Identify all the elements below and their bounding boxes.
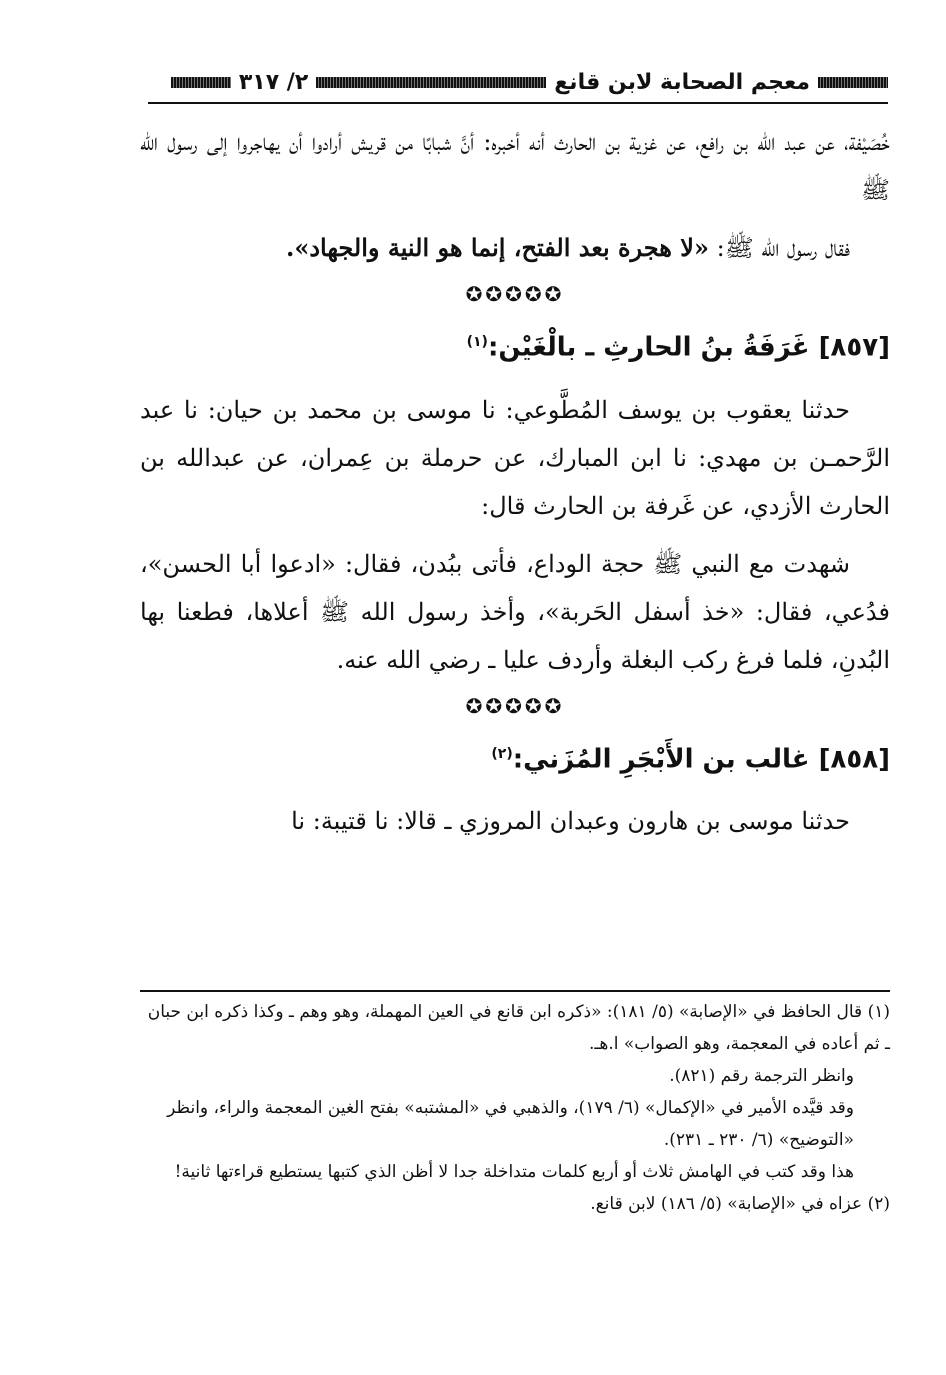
entry-857-matn: شهدت مع النبي ﷺ حجة الوداع، فأتى ببُدن، فقال: «ادعوا أبا الحسن»، فدُعي، فقال: «خذ أسفل الحَربة»، وأخذ رسول الله ﷺ أعلاها، فطعنا بها البُدنِ، فلما فرغ ركب البغلة وأردف عليا ـ رضي الله عنه. (140, 549, 890, 674)
paragraph-hadith (140, 224, 890, 272)
entry-857-title (140, 318, 890, 372)
footnotes (140, 990, 890, 1220)
entry-858-isnad: حدثنا موسى بن هارون وعبدان المروزي ـ قالا: نا قتيبة: نا (291, 807, 850, 836)
footnote-2: (٢) عزاه في «الإصابة» (٥/ ١٨٦) لابن قانع. (590, 1194, 890, 1214)
footnote-ref-1: (١) (466, 334, 488, 350)
running-header (148, 62, 888, 104)
section-divider: ✪✪✪✪✪ (465, 282, 565, 306)
book-title: معجم الصحابة لابن قانع (554, 69, 810, 95)
footnote-1-vocalization: وقد قيَّده الأمير في «الإكمال» (٦/ ١٧٩)، والذهبي في «المشتبه» بفتح الغين المعجمة والراء، وانظر «التوضيح» (٦/ ٢٣٠ ـ ٢٣١). (167, 1098, 854, 1150)
header-bar-left (171, 77, 231, 88)
section-divider: ✪✪✪✪✪ (465, 693, 565, 718)
hadith-quote: «لا هجرة بعد الفتح، إنما هو النية والجهاد». (285, 233, 709, 262)
footnote-1-margin-note: هذا وقد كتب في الهامش ثلاث أو أربع كلمات متداخلة جدا لا أظن الذي كتبها يستطيع قراءتها ثانية! (174, 1162, 854, 1182)
footnote-1-see-also: وانظر الترجمة رقم (٨٢١). (669, 1066, 854, 1086)
main-text (140, 118, 890, 855)
footnote-ref-2: (٢) (491, 745, 513, 762)
entry-858-title (140, 730, 890, 784)
header-bar-right (818, 77, 888, 88)
entry-857-heading: [٨٥٧] غَرَفَةُ بنُ الحارثِ ـ بالْغَيْن: (487, 332, 890, 363)
page-number: ٢/ ٣١٧ (238, 69, 309, 95)
hadith-lead: فقال رسول الله ﷺ: (708, 234, 850, 262)
entry-857-isnad: حدثنا يعقوب بن يوسف المُطَّوعي: نا موسى بن محمد بن حيان: نا عبد الرَّحمـن بن مهدي: نا ابن المبارك، عن حرملة بن عِمران، عن عبدالله بن الحارث الأزدي، عن غَرفة بن الحارث قال: (140, 395, 890, 520)
paragraph-continuation: خُصَيْفة، عن عبد الله بن رافع، عن غزية بن الحارث أنه أخبره: أنَّ شبابًا من قريش أرادوا أن يهاجروا إلى رسول الله ﷺ (140, 128, 890, 204)
entry-858-heading: [٨٥٨] غالب بن الأَبْجَرِ المُزَني: (512, 744, 890, 775)
footnote-1: (١) قال الحافظ في «الإصابة» (٥/ ١٨١): «ذكره ابن قانع في العين المهملة، وهو وهم ـ وكذا ذكره ابن حبان ـ ثم أعاده في المعجمة، وهو الصواب» ا.هـ. (147, 1002, 890, 1054)
header-bar-middle (316, 77, 546, 88)
